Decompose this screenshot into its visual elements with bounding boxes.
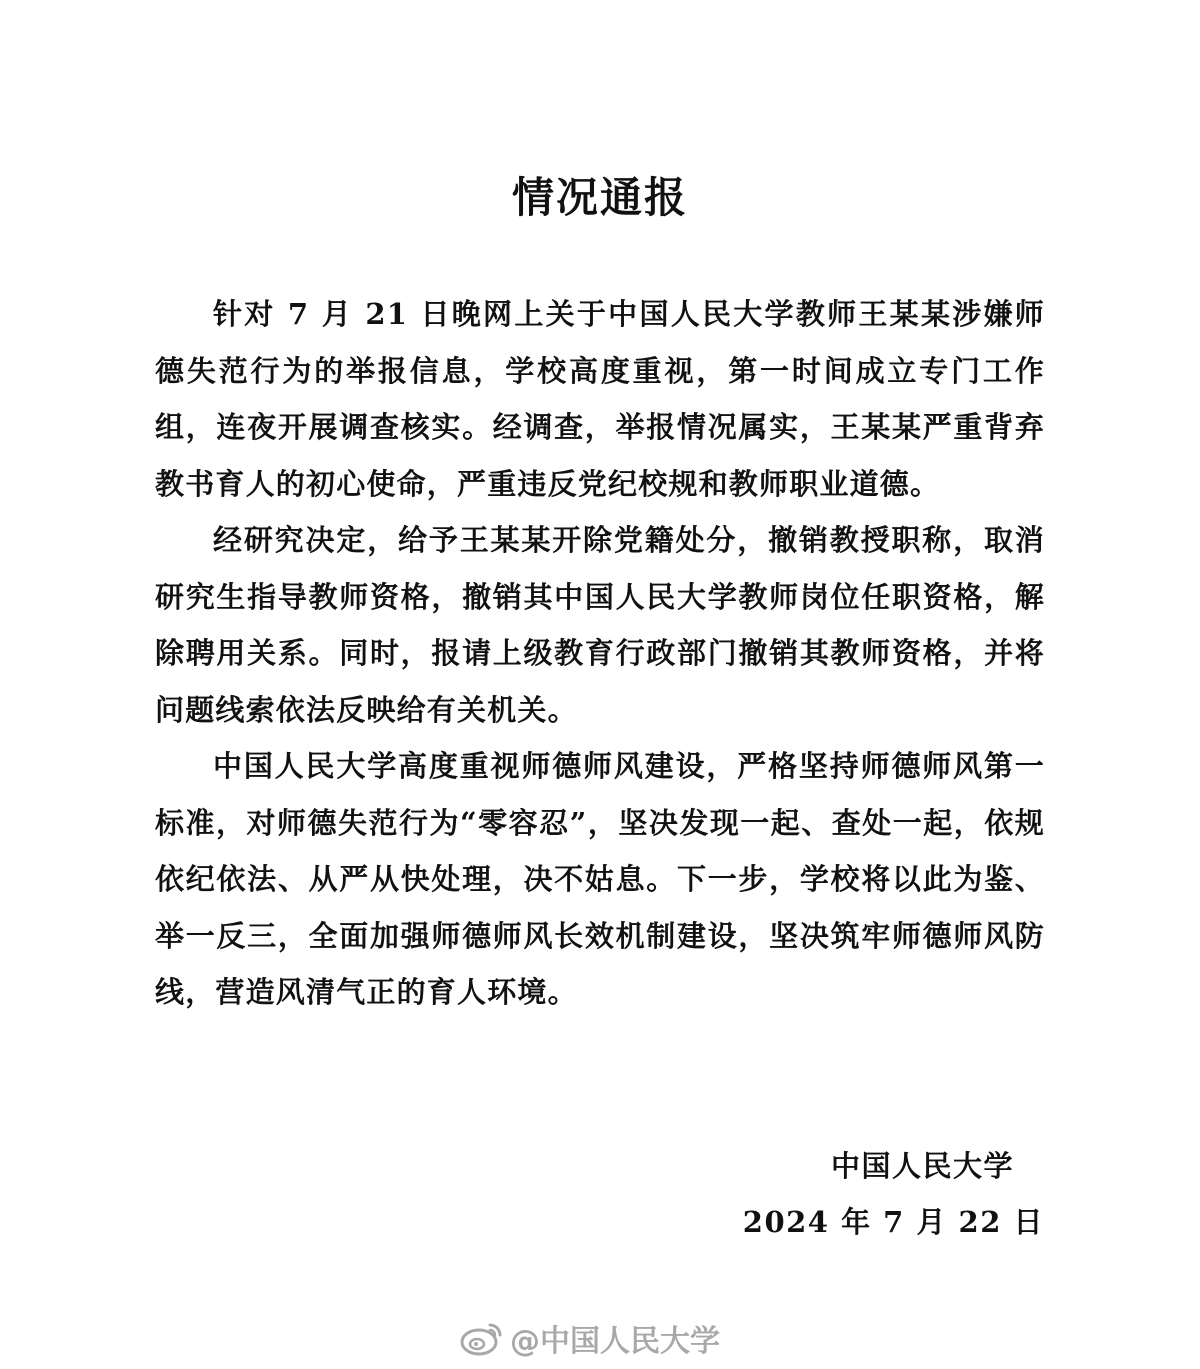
weibo-icon [460,1319,504,1357]
body-paragraph-1: 针对 7 月 21 日晚网上关于中国人民大学教师王某某涉嫌师德失范行为的举报信息，学校高度重视，第一时间成立专门工作组，连夜开展调查核实。经调查，举报情况属实，王某某严重背弃教书育人的初心使命，严重违反党纪校规和教师职业道德。 [155,297,1045,501]
document-title: 情况通报 [511,173,688,222]
body-paragraph-3: 中国人民大学高度重视师德师风建设，严格坚持师德师风第一标准，对师德失范行为“零容忍”，坚决发现一起、查处一起，依规依纪依法、从严从快处理，决不姑息。下一步，学校将以此为鉴、举一反三，全面加强师德师风长效机制建设，坚决筑牢师德师风防线，营造风清气正的育人环境。 [155,749,1045,1009]
signature-block [743,1138,1044,1250]
body-paragraph-2: 经研究决定，给予王某某开除党籍处分，撤销教授职称，取消研究生指导教师资格，撤销其中国人民大学教师岗位任职资格，解除聘用关系。同时，报请上级教育行政部门撤销其教师资格，并将问题线索依法反映给有关机关。 [155,523,1045,727]
document-body [155,286,1045,1021]
weibo-watermark [460,1316,720,1360]
signature-organization: 中国人民大学 [830,1149,1014,1183]
signature-date: 2024 年 7 月 22 日 [742,1205,1044,1239]
watermark-text: @中国人民大学 [510,1324,720,1359]
